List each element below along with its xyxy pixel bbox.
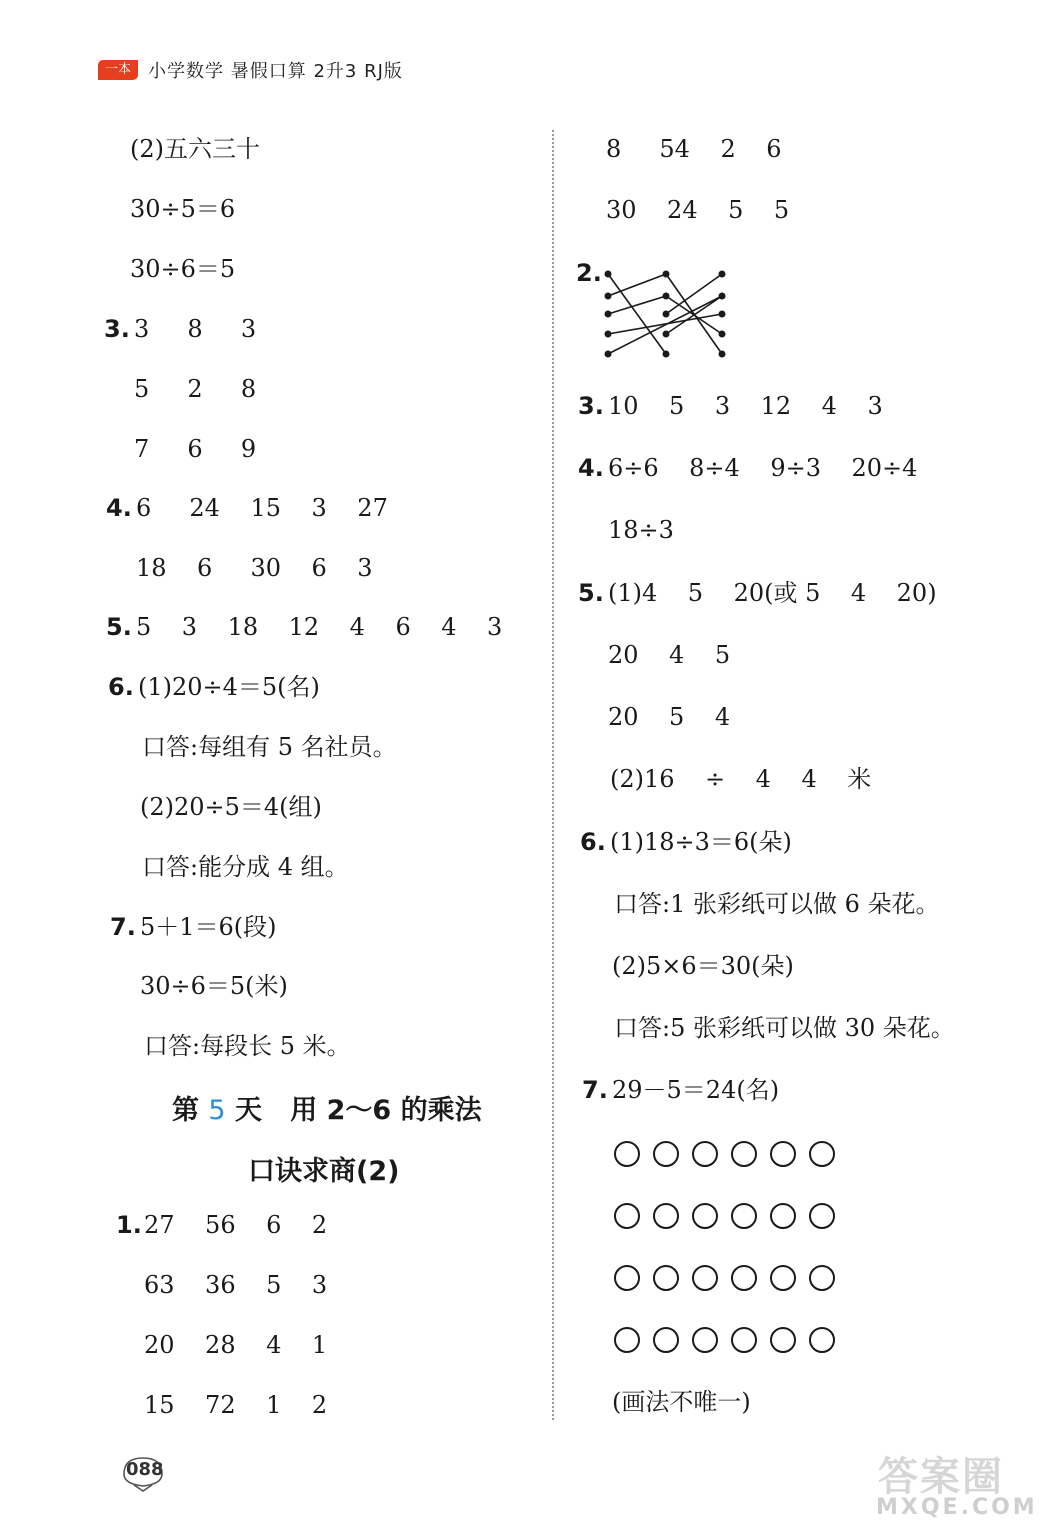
circle-icon (653, 1327, 679, 1353)
answer-line: 10 5 3 12 4 3 (608, 392, 883, 420)
circle-icon (614, 1265, 640, 1291)
circle-icon (770, 1141, 796, 1167)
circle-row (614, 1141, 835, 1167)
circle-icon (731, 1203, 757, 1229)
answer-line: (2)五六三十 (130, 135, 260, 163)
header-text: 小学数学 暑假口算 2升3 RJ版 (148, 61, 403, 82)
circle-icon (809, 1141, 835, 1167)
circle-icon (809, 1203, 835, 1229)
answer-line: 5＋1＝6(段) (140, 913, 277, 941)
answer-line: 20 5 4 (608, 703, 731, 731)
question-number: 7. (582, 1076, 608, 1104)
circle-icon (770, 1265, 796, 1291)
circle-row (614, 1265, 835, 1291)
circle-icon (731, 1265, 757, 1291)
answer-line: 30÷6＝5 (130, 255, 236, 283)
answer-line: (2)20÷5＝4(组) (140, 793, 322, 821)
brand-logo: 一本 (98, 60, 138, 80)
question-number: 5. (106, 613, 132, 641)
circle-icon (770, 1327, 796, 1353)
answer-line: 20 4 5 (608, 641, 731, 669)
page-number: 088 (120, 1452, 166, 1492)
answer-line: 8 54 2 6 (606, 135, 782, 163)
watermark: 答案圈 MXQE.COM (876, 1454, 1038, 1520)
answer-line: 7 6 9 (134, 435, 257, 463)
question-number: 1. (116, 1211, 142, 1239)
day-number: 5 (208, 1095, 226, 1126)
circle-row (614, 1203, 835, 1229)
question-number: 6. (108, 673, 134, 701)
circle-icon (692, 1327, 718, 1353)
answer-line: (1)4 5 20(或 5 4 20) (608, 579, 937, 607)
answer-line: 30÷5＝6 (130, 195, 236, 223)
page-header (98, 58, 403, 82)
answer-line: 6÷6 8÷4 9÷3 20÷4 (608, 454, 918, 482)
question-number: 4. (578, 454, 604, 482)
circle-icon (731, 1327, 757, 1353)
circle-icon (770, 1203, 796, 1229)
circle-icon (809, 1327, 835, 1353)
answer-line: 5 2 8 (134, 375, 257, 403)
answer-line: (1)18÷3＝6(朵) (610, 828, 792, 856)
answer-line: (2)16 ÷ 4 4 米 (610, 765, 872, 793)
circle-icon (692, 1265, 718, 1291)
section-subtitle: 口诀求商(2) (248, 1156, 400, 1187)
answer-line: 18÷3 (608, 516, 674, 544)
circle-icon (692, 1141, 718, 1167)
answer-line: 口答:每段长 5 米。 (144, 1032, 351, 1060)
answer-line: 6 24 15 3 27 (136, 494, 388, 522)
answer-line: 3 8 3 (134, 315, 257, 343)
circle-icon (653, 1141, 679, 1167)
circle-icon (653, 1265, 679, 1291)
circle-icon (809, 1265, 835, 1291)
circle-row (614, 1327, 835, 1353)
circle-icon (731, 1141, 757, 1167)
circle-icon (653, 1203, 679, 1229)
answer-line: 口答:5 张彩纸可以做 30 朵花。 (614, 1014, 955, 1042)
answer-line: 口答:每组有 5 名社员。 (142, 733, 397, 761)
answer-line: 15 72 1 2 (144, 1391, 328, 1419)
answer-line: 63 36 5 3 (144, 1271, 328, 1299)
matching-diagram (598, 262, 734, 364)
question-number: 6. (580, 828, 606, 856)
answer-line: 30÷6＝5(米) (140, 972, 288, 1000)
answer-line: 5 3 18 12 4 6 4 3 (136, 613, 503, 641)
answer-line: 20 28 4 1 (144, 1331, 328, 1359)
answer-line: 30 24 5 5 (606, 196, 790, 224)
circle-icon (614, 1141, 640, 1167)
answer-line: (1)20÷4＝5(名) (138, 673, 320, 701)
circle-icon (614, 1203, 640, 1229)
question-number: 3. (104, 315, 130, 343)
answer-note: (画法不唯一) (612, 1388, 751, 1416)
answer-line: 18 6 30 6 3 (136, 554, 373, 582)
circle-icon (614, 1327, 640, 1353)
question-number: 2. (576, 259, 602, 287)
question-number: 7. (110, 913, 136, 941)
answer-line: 口答:能分成 4 组。 (142, 853, 349, 881)
question-number: 3. (578, 392, 604, 420)
circle-icon (692, 1203, 718, 1229)
question-number: 4. (106, 494, 132, 522)
answer-line: 口答:1 张彩纸可以做 6 朵花。 (614, 890, 940, 918)
section-title: 第 5 天 用 2～6 的乘法 (172, 1095, 482, 1126)
question-number: 5. (578, 579, 604, 607)
answer-line: 27 56 6 2 (144, 1211, 328, 1239)
answer-line: 29－5＝24(名) (612, 1076, 780, 1104)
column-divider (552, 130, 554, 1420)
answer-line: (2)5×6＝30(朵) (612, 952, 794, 980)
